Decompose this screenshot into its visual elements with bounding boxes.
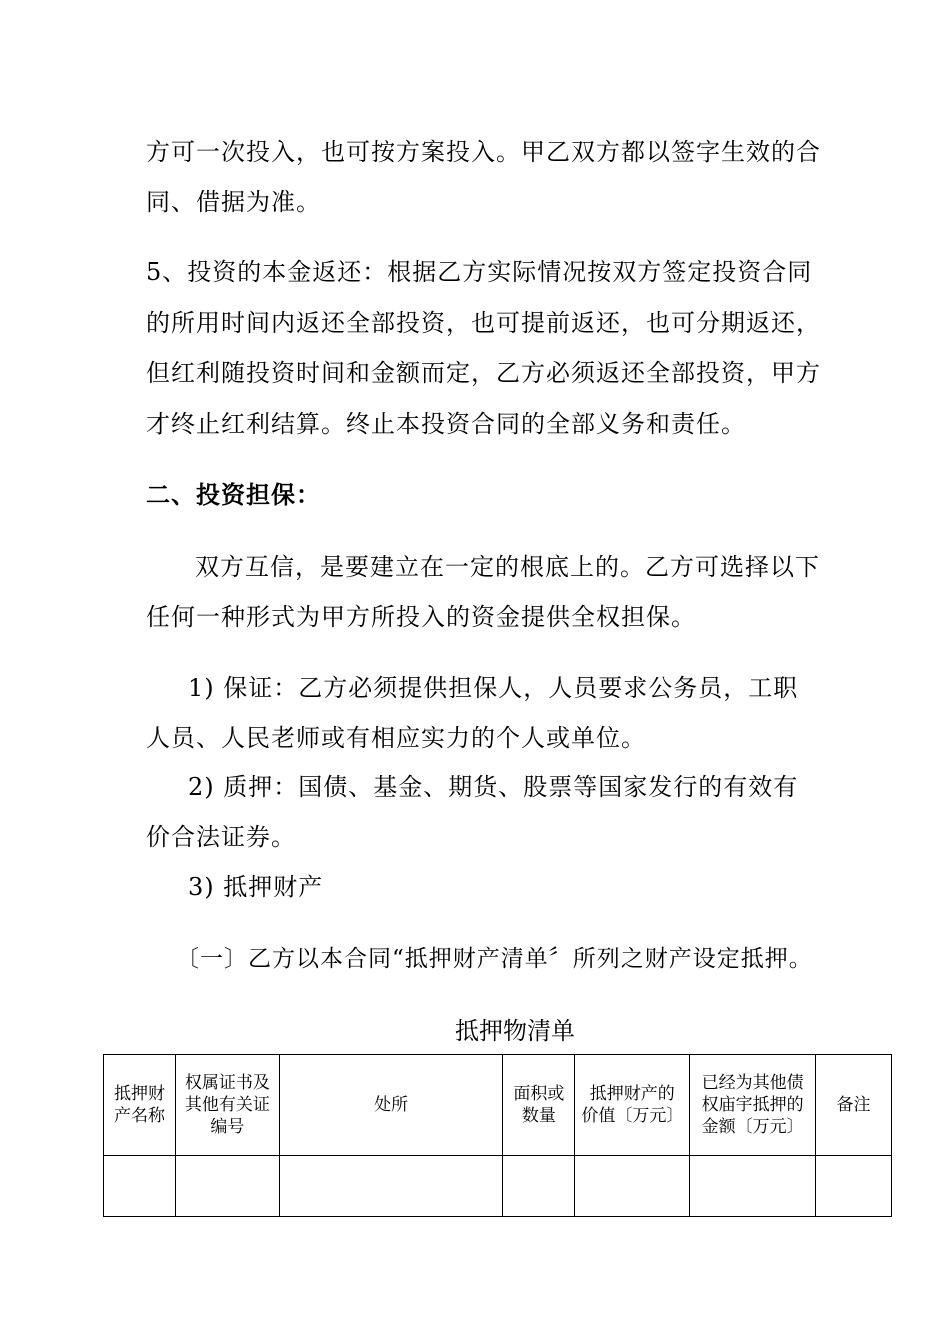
paragraph-line: 双方互信，是要建立在一定的根底上的。乙方可选择以下 — [195, 553, 820, 581]
header-cell: 抵押财产名称 — [104, 1055, 176, 1156]
collateral-table — [103, 1054, 892, 1217]
table-cell — [279, 1156, 503, 1217]
table-cell — [816, 1156, 892, 1217]
table-header-row — [104, 1055, 892, 1156]
paragraph-line: 同、借据为准。 — [146, 188, 321, 216]
paragraph-line: 的所用时间内返还全部投资，也可提前返还，也可分期返还， — [146, 309, 821, 337]
header-cell: 处所 — [279, 1055, 503, 1156]
section-heading: 二、投资担保： — [146, 480, 321, 509]
list-item-line: 1) 保证：乙方必须提供担保人，人员要求公务员，工职 — [188, 674, 799, 702]
header-cell: 面积或数量 — [503, 1055, 575, 1156]
list-item-line: 3) 抵押财产 — [188, 873, 324, 901]
paragraph-line: 但红利随投资时间和金额而定，乙方必须返还全部投资，甲方 — [146, 359, 821, 387]
header-cell: 抵押财产的价值〔万元〕 — [575, 1055, 690, 1156]
table-row — [104, 1156, 892, 1217]
table-caption: 抵押物清单 — [455, 1017, 575, 1045]
paragraph-line: 任何一种形式为甲方所投入的资金提供全权担保。 — [146, 603, 696, 631]
table-cell — [575, 1156, 690, 1217]
paragraph-line: 5、投资的本金返还：根据乙方实际情况按双方签定投资合同 — [146, 258, 813, 286]
clause-line: 〔一〕乙方以本合同“抵押财产清单〞所列之财产设定抵押。 — [176, 946, 813, 972]
table-cell — [175, 1156, 279, 1217]
table-cell — [690, 1156, 816, 1217]
paragraph-line: 才终止红利结算。终止本投资合同的全部义务和责任。 — [146, 410, 746, 438]
table-cell — [104, 1156, 176, 1217]
list-item-line: 人员、人民老师或有相应实力的个人或单位。 — [146, 724, 646, 752]
list-item-line: 价合法证券。 — [146, 823, 296, 851]
paragraph-line: 方可一次投入，也可按方案投入。甲乙双方都以签字生效的合 — [146, 138, 821, 166]
header-cell: 备注 — [816, 1055, 892, 1156]
table-cell — [503, 1156, 575, 1217]
list-item-line: 2) 质押：国债、基金、期货、股票等国家发行的有效有 — [188, 773, 799, 801]
header-cell: 权属证书及其他有关证编号 — [175, 1055, 279, 1156]
header-cell: 已经为其他债权庙宇抵押的金额〔万元〕 — [690, 1055, 816, 1156]
